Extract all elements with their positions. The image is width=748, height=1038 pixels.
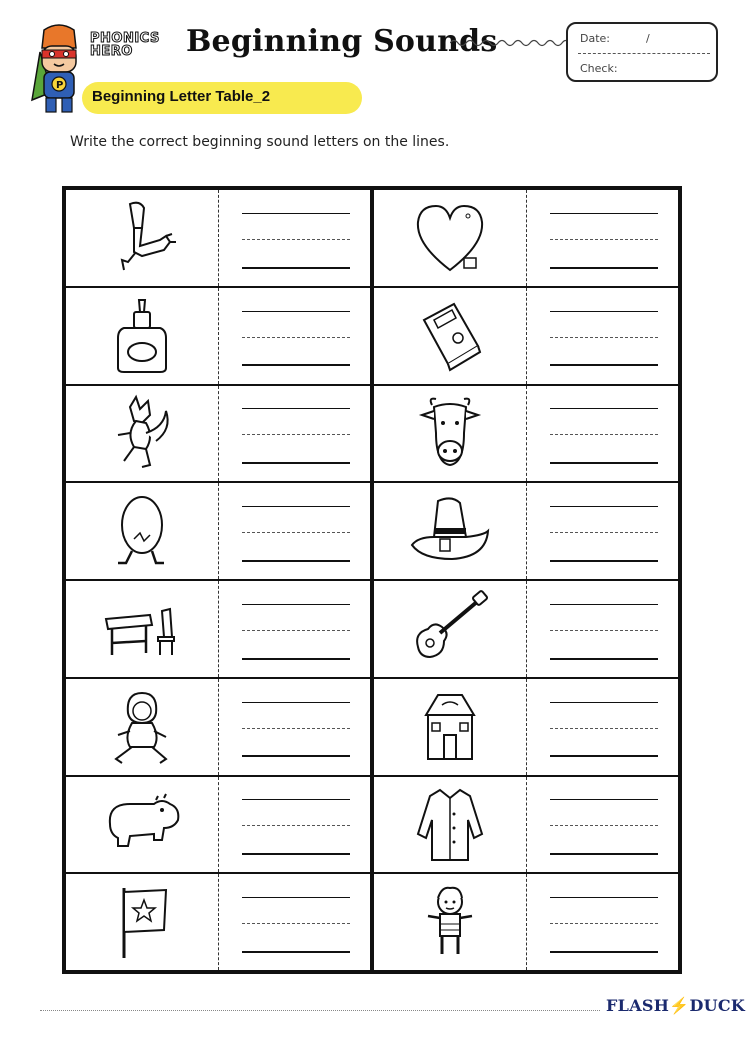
answer-lines[interactable] [550,288,658,384]
picture-cell [374,483,526,579]
cow-icon [408,393,492,473]
picture-cell [66,288,218,384]
picture-cell [374,874,526,970]
egg-icon [100,491,184,571]
table-row [374,679,678,777]
doll-icon [100,687,184,767]
check-label: Check: [580,62,618,75]
brand-line-2: HERO [90,44,133,59]
picture-cell [374,288,526,384]
table-row [66,190,370,288]
date-row [580,32,710,48]
picture-cell [66,679,218,775]
glue-icon [100,296,184,376]
svg-text:P: P [56,80,64,91]
dashed-divider [526,483,527,579]
answer-lines[interactable] [550,777,658,873]
picture-cell [66,386,218,482]
dashed-divider [218,386,219,482]
house-icon [408,687,492,767]
dashed-divider [218,581,219,677]
coat-icon [408,784,492,864]
dashed-divider [526,288,527,384]
table-row [66,777,370,875]
answer-lines[interactable] [242,386,350,482]
guitar-icon [408,589,492,669]
table-row [66,679,370,777]
answer-lines[interactable] [550,483,658,579]
hat-icon [408,491,492,571]
table-row [374,483,678,581]
table-row [374,386,678,484]
answer-lines[interactable] [242,777,350,873]
picture-cell [374,777,526,873]
lightning-bolt-icon: ⚡ [669,996,690,1015]
date-label: Date: [580,32,610,45]
boy-icon [408,882,492,962]
dashed-divider [526,679,527,775]
brand-line-1: PHONICS [90,31,160,46]
arm-icon [100,198,184,278]
date-check-box [566,22,718,82]
answer-lines[interactable] [550,386,658,482]
picture-cell [374,679,526,775]
answer-lines[interactable] [242,288,350,384]
dashed-divider [526,581,527,677]
dashed-divider [526,777,527,873]
fox-icon [100,393,184,473]
picture-cell [374,386,526,482]
picture-cell [66,874,218,970]
dashed-divider [526,874,527,970]
answer-lines[interactable] [242,190,350,286]
right-column [370,190,678,970]
dashed-divider [218,874,219,970]
dashed-divider [526,190,527,286]
answer-lines[interactable] [550,581,658,677]
picture-cell [374,581,526,677]
hippo-icon [100,784,184,864]
book-icon [408,296,492,376]
picture-cell [66,483,218,579]
picture-cell [66,777,218,873]
table-row [374,288,678,386]
dashed-divider [218,288,219,384]
flashduck-logo [606,996,745,1015]
answer-lines[interactable] [242,874,350,970]
logo-part-1: FLASH [606,996,670,1015]
table-row [66,874,370,970]
table-row [374,874,678,970]
phonics-hero-mascot-icon [30,22,88,114]
page-title: Beginning Sounds [186,24,498,59]
brand-wordmark [90,32,180,66]
answer-lines[interactable] [242,581,350,677]
answer-lines[interactable] [550,874,658,970]
picture-cell [374,190,526,286]
dashed-divider [218,483,219,579]
answer-lines[interactable] [550,679,658,775]
answer-lines[interactable] [242,483,350,579]
table-row [374,190,678,288]
table-row [66,386,370,484]
answer-lines[interactable] [242,679,350,775]
answer-table [62,186,682,974]
instructions: Write the correct beginning sound letters on the lines. [70,134,450,150]
dashed-divider [218,679,219,775]
table-row [374,581,678,679]
dashed-divider [526,386,527,482]
dashed-divider [218,777,219,873]
left-column [66,190,370,970]
answer-lines[interactable] [550,190,658,286]
desk-chair-icon [100,589,184,669]
date-separator: / [646,32,650,45]
worksheet-subtitle: Beginning Letter Table_2 [92,88,271,105]
table-row [66,483,370,581]
heart-icon [408,198,492,278]
wavy-line-decoration [450,36,568,50]
table-row [66,581,370,679]
flag-icon [100,882,184,962]
table-row [374,777,678,875]
footer-dotted-line [40,1010,600,1011]
dashed-divider [218,190,219,286]
picture-cell [66,190,218,286]
picture-cell [66,581,218,677]
logo-part-2: DUCK [689,996,746,1015]
table-row [66,288,370,386]
date-divider [578,53,710,54]
